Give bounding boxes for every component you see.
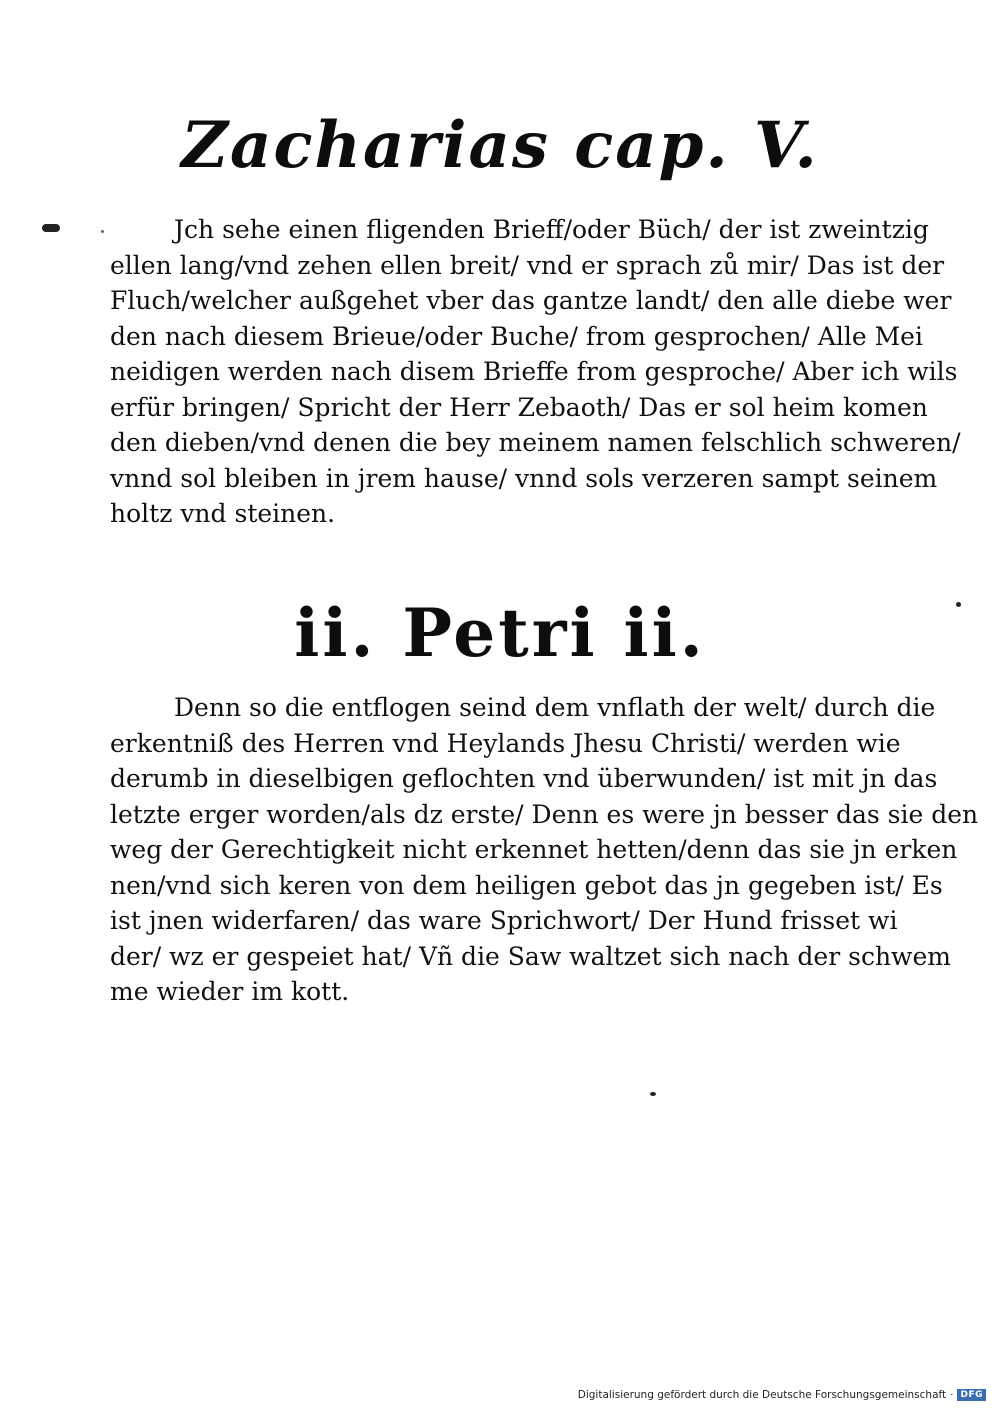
- text-line: ist jnen widerfaren/ das ware Sprichwort/ Der Hund frisset wi: [110, 906, 898, 935]
- ink-speck: [101, 230, 104, 233]
- section-heading-petri: ii. Petri ii.: [294, 594, 706, 672]
- text-line: erkentniß des Herren vnd Heylands Jhesu Christi/ werden wie: [110, 728, 901, 758]
- dfg-logo-icon: DFG: [957, 1389, 986, 1401]
- text-line: holtz vnd steinen.: [110, 499, 336, 528]
- separator: ·: [950, 1389, 954, 1401]
- text-line: me wieder im kott.: [110, 977, 350, 1006]
- credit-text: Digitalisierung gefördert durch die Deutsche Forschungsgemeinschaft: [577, 1389, 947, 1401]
- section-heading-zacharias: Zacharias cap. V.: [181, 108, 819, 183]
- digitization-credit: [578, 1389, 986, 1401]
- ink-speck: [650, 1092, 656, 1096]
- petri-passage: [110, 690, 979, 1010]
- text-line: Fluch/welcher außgehet vber das gantze landt/ den alle diebe wer: [110, 286, 952, 315]
- text-line: Jch sehe einen fligenden Brieff/oder Büch/ der ist zweintzig: [174, 215, 929, 244]
- manicule-mark: [42, 224, 60, 232]
- text-line: nen/vnd sich keren von dem heiligen gebot das jn gegeben ist/ Es: [110, 870, 943, 900]
- text-line: vnnd sol bleiben in jrem hause/ vnnd sols verzeren sampt seinem: [110, 463, 938, 493]
- text-line: weg der Gerechtigkeit nicht erkennet hetten/denn das sie jn erken: [110, 835, 958, 864]
- text-line: den dieben/vnd denen die bey meinem namen felschlich schweren/: [110, 428, 961, 457]
- text-line: erfür bringen/ Spricht der Herr Zebaoth/ Das er sol heim komen: [110, 392, 928, 422]
- text-line: ellen lang/vnd zehen ellen breit/ vnd er sprach zů mir/ Das ist der: [110, 250, 945, 280]
- text-line: derumb in dieselbigen geflochten vnd überwunden/ ist mit jn das: [110, 764, 938, 793]
- text-line: Denn so die entflogen seind dem vnflath der welt/ durch die: [174, 693, 936, 722]
- zacharias-passage: [110, 212, 961, 532]
- text-line: letzte erger worden/als dz erste/ Denn es were jn besser das sie den: [110, 799, 979, 829]
- text-line: den nach diesem Brieue/oder Buche/ from gesprochen/ Alle Mei: [110, 321, 923, 351]
- text-line: neidigen werden nach disem Brieffe from gesproche/ Aber ich wils: [110, 357, 958, 386]
- text-line: der/ wz er gespeiet hat/ Vñ die Saw waltzet sich nach der schwem: [110, 941, 951, 971]
